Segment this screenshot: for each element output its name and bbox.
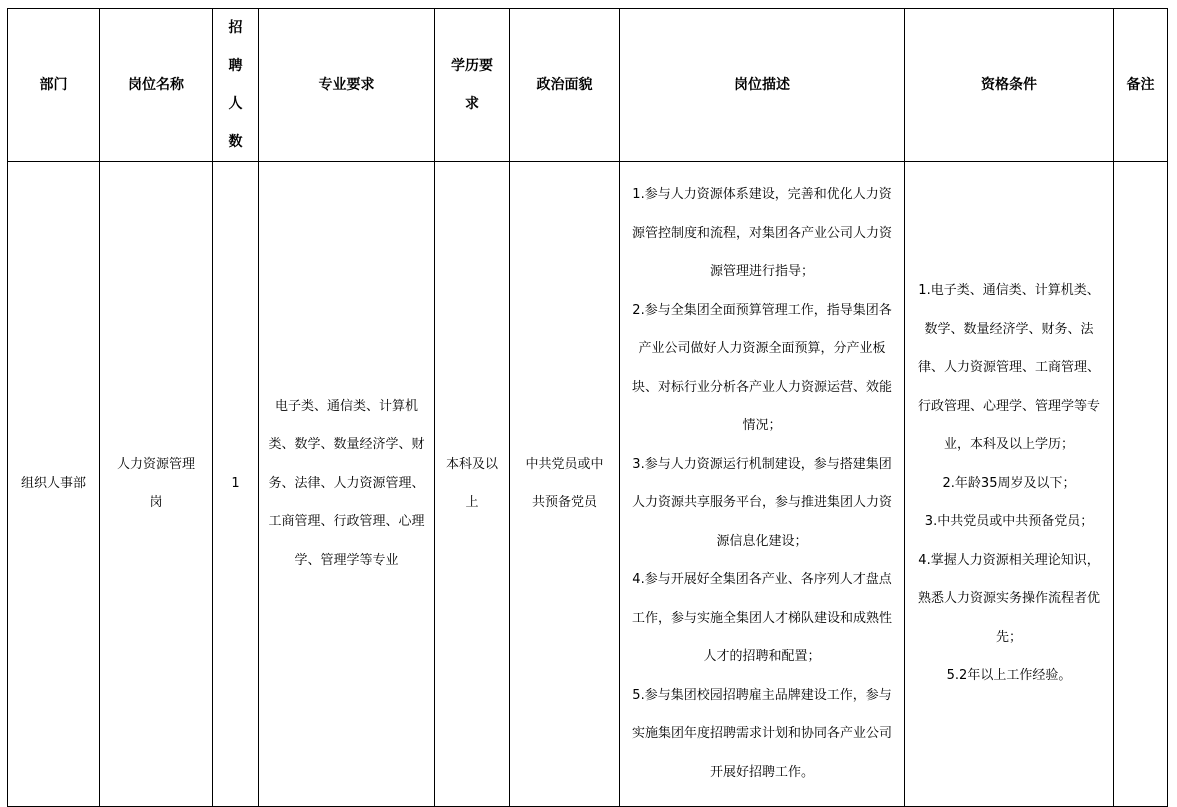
table-row [8,162,1168,807]
qualification-item: 5.2年以上工作经验。 [946,668,1072,684]
header-qualifications: 资格条件 [905,9,1114,162]
header-education-requirement: 学历要求 [435,9,510,162]
description-item: 4.参与开展好全集团各产业、各序列人才盘点工作，参与实施全集团人才梯队建设和成熟性人才的招聘和配置； [631,572,892,664]
description-item: 3.参与人力资源运行机制建设，参与搭建集团人力资源共享服务平台，参与推进集团人力资源信息化建设； [631,456,892,549]
cell-department: 组织人事部 [8,162,100,807]
qualification-item: 4.掌握人力资源相关理论知识，熟悉人力资源实务操作流程者优先； [917,552,1100,645]
description-item: 2.参与全集团全面预算管理工作，指导集团各产业公司做好人力资源全面预算，分产业板块、对标行业分析各产业人力资源运营、效能情况； [631,302,892,433]
description-item: 1.参与人力资源体系建设，完善和优化人力资源管控制度和流程，对集团各产业公司人力资源管理进行指导； [631,187,892,279]
qualification-item: 1.电子类、通信类、计算机类、数学、数量经济学、财务、法律、人力资源管理、工商管理、行政管理、心理学、管理学等专业，本科及以上学历； [917,283,1100,453]
qualification-item: 3.中共党员或中共预备党员； [924,514,1094,530]
header-headcount: 招聘人数 [213,9,259,162]
description-item: 5.参与集团校园招聘雇主品牌建设工作，参与实施集团年度招聘需求计划和协同各产业公司开展好招聘工作。 [631,687,892,780]
header-row [8,9,1168,162]
cell-position-name: 人力资源管理岗 [100,162,213,807]
cell-remarks [1114,162,1168,807]
header-position-name: 岗位名称 [100,9,213,162]
cell-job-description [620,162,905,807]
cell-qualifications [905,162,1114,807]
cell-headcount: 1 [213,162,259,807]
header-political-status: 政治面貌 [510,9,620,162]
header-remarks: 备注 [1114,9,1168,162]
header-major-requirement: 专业要求 [259,9,435,162]
cell-major-requirement: 电子类、通信类、计算机类、数学、数量经济学、财务、法律、人力资源管理、工商管理、行政管理、心理学、管理学等专业 [259,162,435,807]
job-posting-table [7,8,1168,807]
header-job-description: 岗位描述 [620,9,905,162]
cell-political-status: 中共党员或中共预备党员 [510,162,620,807]
cell-education-requirement: 本科及以上 [435,162,510,807]
qualification-item: 2.年龄35周岁及以下； [942,475,1076,491]
header-department: 部门 [8,9,100,162]
